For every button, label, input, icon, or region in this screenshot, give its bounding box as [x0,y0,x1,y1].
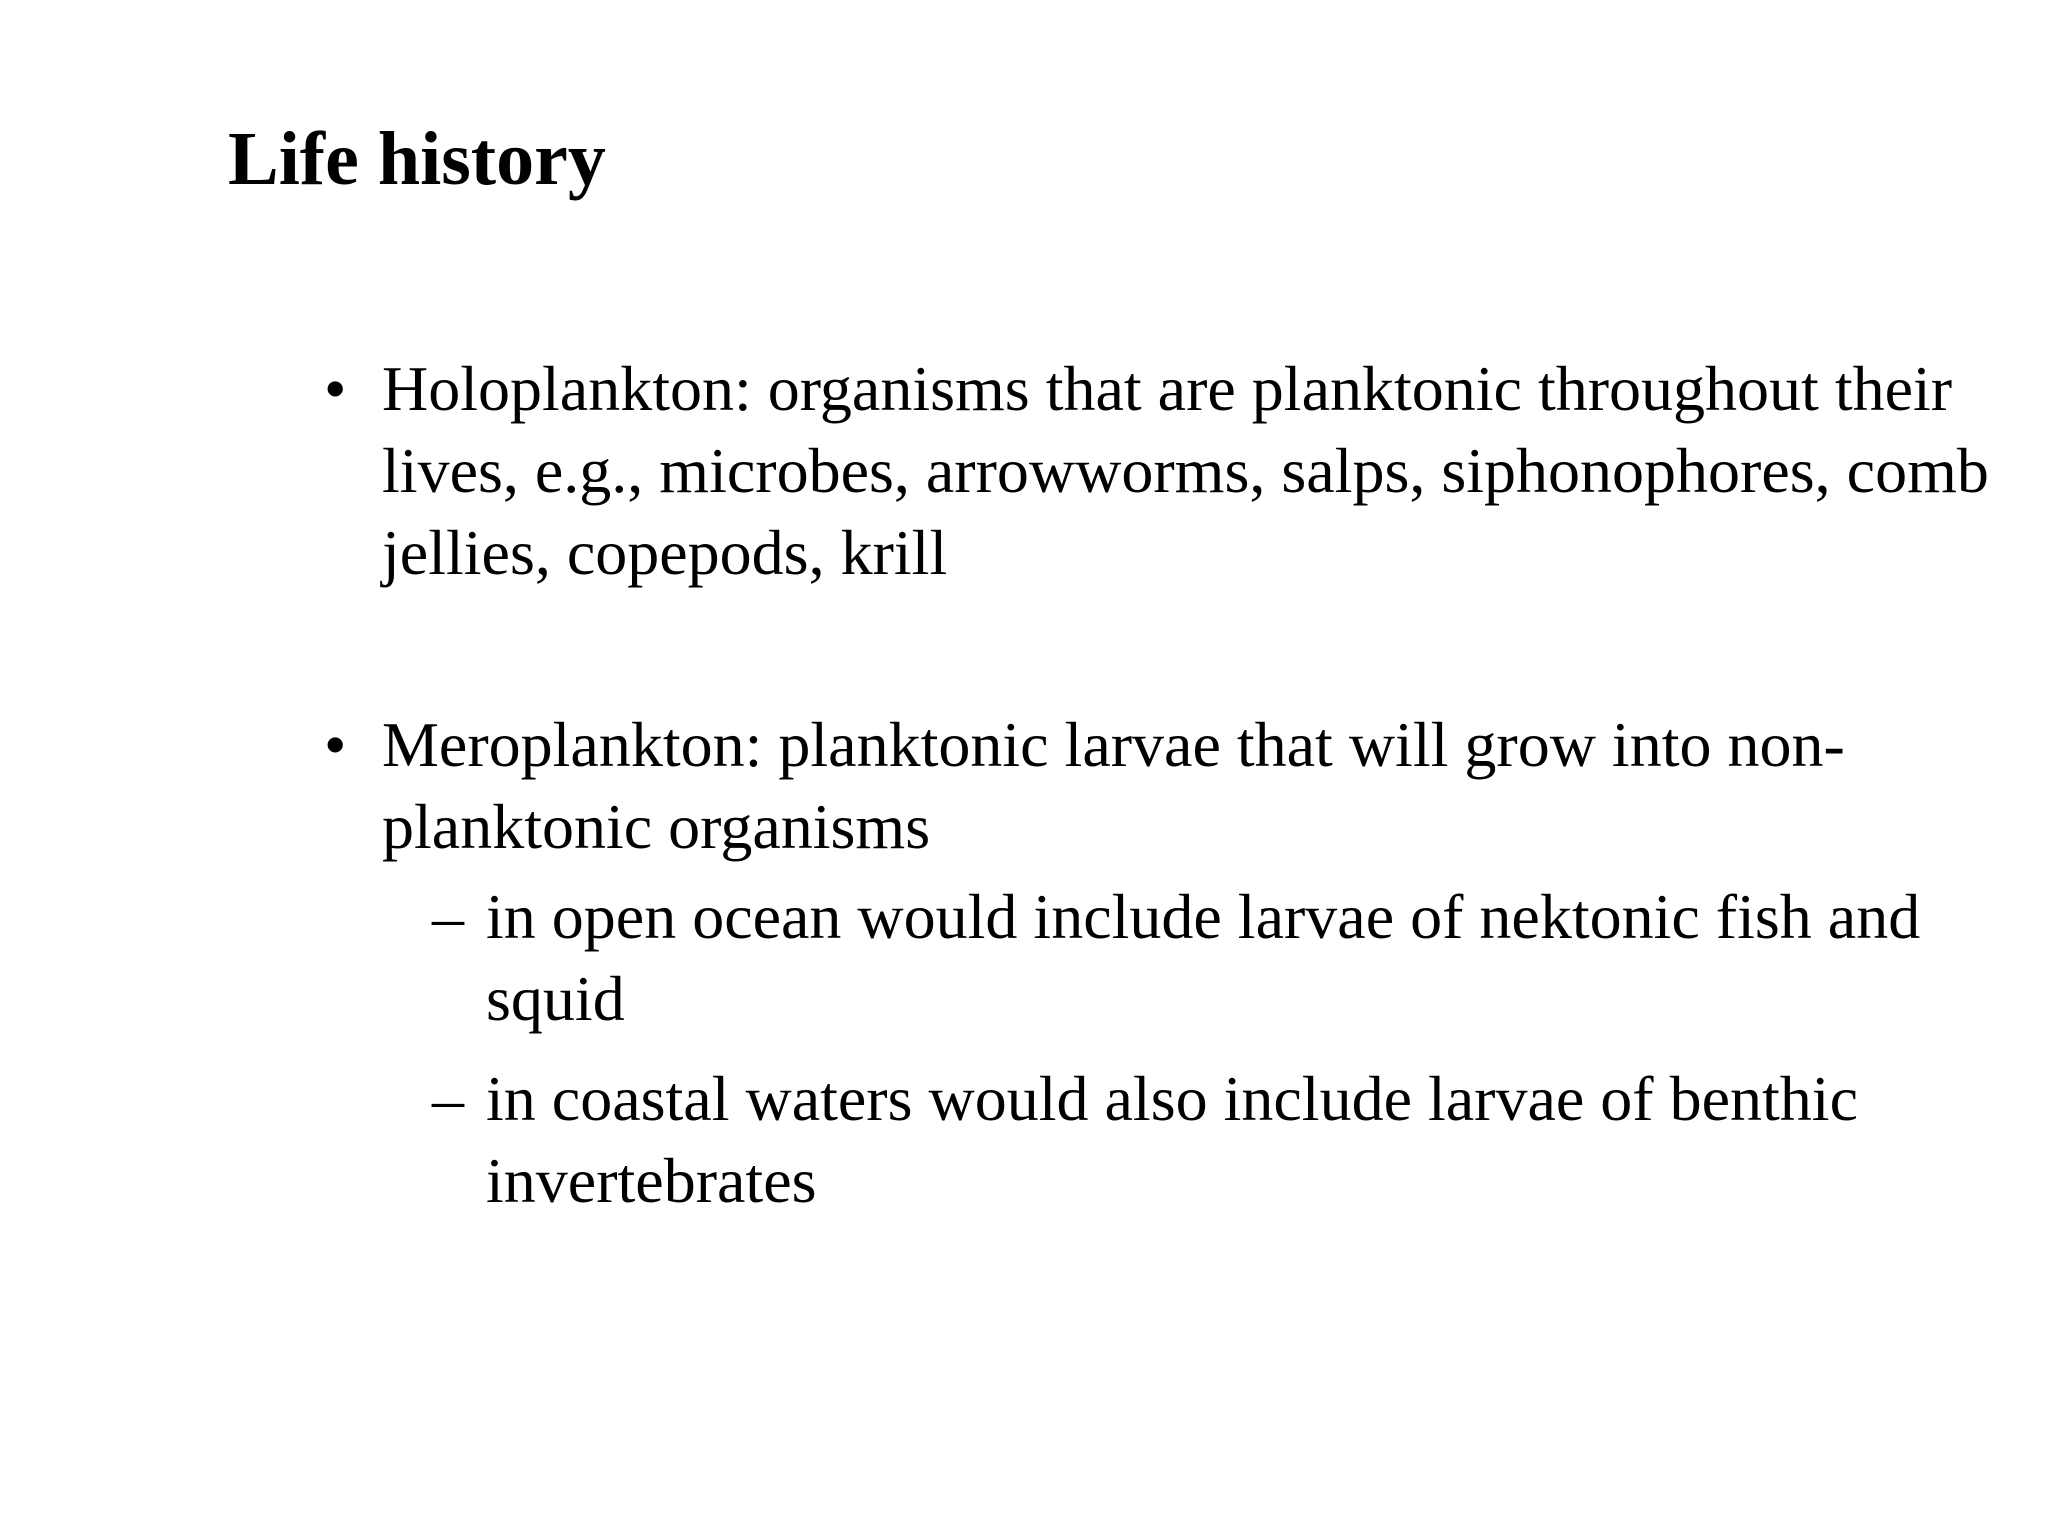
bullet-text: Holoplankton: organisms that are planktonic throughout their lives, e.g., microbes, arrowworms, salps, siphonophores, comb jellies, copepods, krill [382,353,1989,588]
bullet-item-holoplankton [324,348,2004,594]
bullet-marker: • [324,709,347,780]
bullet-item-meroplankton [324,704,2004,1222]
slide-title: Life history [228,117,606,201]
sub-bullet-text: in coastal waters would also include larvae of benthic invertebrates [486,1063,1858,1216]
sub-bullet-text: in open ocean would include larvae of nektonic fish and squid [486,881,1921,1034]
sub-bullet-open-ocean [432,876,2004,1040]
sub-bullet-marker: – [432,1063,464,1134]
bullet-text: Meroplankton: planktonic larvae that will grow into non-planktonic organisms [382,709,1845,862]
sub-bullet-coastal-waters [432,1058,2004,1222]
bullet-list [324,348,2004,1222]
bullet-marker: • [324,353,347,424]
sub-bullet-marker: – [432,881,464,952]
sub-bullet-list [382,876,2004,1222]
